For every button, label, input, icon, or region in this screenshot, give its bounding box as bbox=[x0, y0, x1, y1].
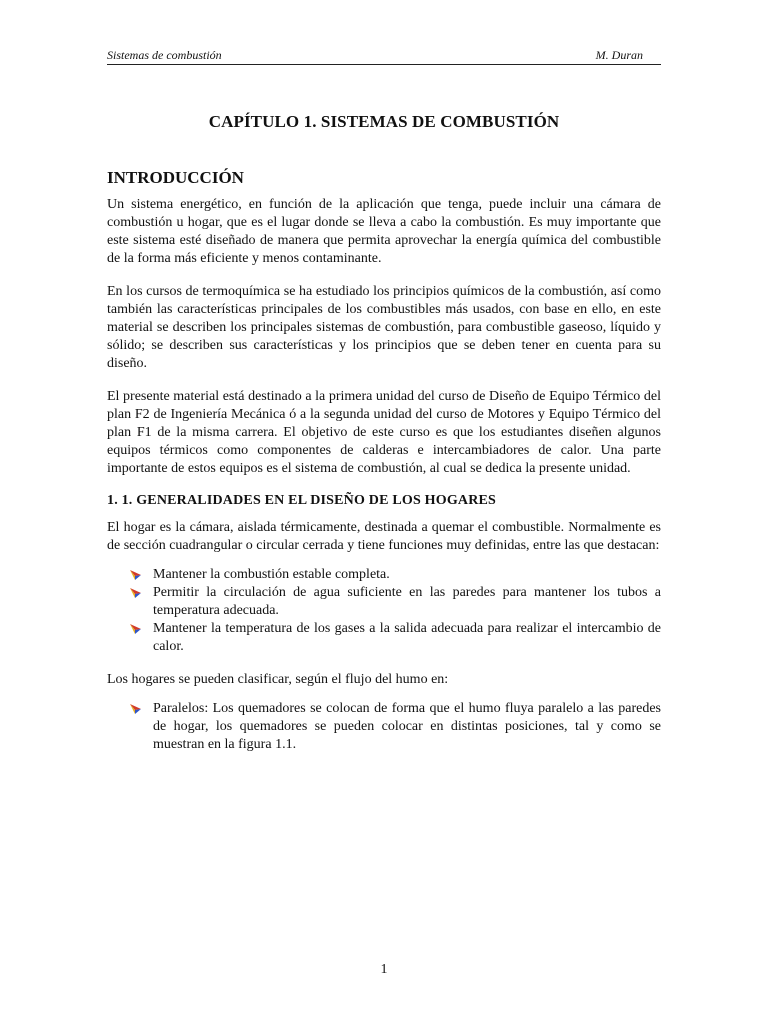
hogar-definition-paragraph: El hogar es la cámara, aislada térmicamente, destinada a quemar el combustible. Normalmente es de sección cuadrangular o circular cerrada y tiene funciones muy definidas, entre las que destacan: bbox=[107, 520, 661, 553]
list-item bbox=[129, 566, 661, 584]
intro-paragraph-1: Un sistema energético, en función de la aplicación que tenga, puede incluir una cámara de combustión u hogar, que es el lugar donde se lleva a cabo la combustión. Es muy importante que este sistema esté diseñado de manera que permita aprovechar la energía química del combustible de la forma más eficiente y menos contaminante. bbox=[107, 197, 661, 266]
intro-paragraph-2: En los cursos de termoquímica se ha estudiado los principios químicos de la combustión, así como también las características principales de los combustibles más usados, con base en ello, en este material se describen los principales sistemas de combustión, para combustible gaseoso, líquido y sólido; se describen sus características y los principios que se deben tener en cuenta para su diseño. bbox=[107, 284, 661, 371]
hogar-functions-list bbox=[129, 566, 661, 656]
page-content bbox=[107, 112, 661, 769]
page-header bbox=[107, 46, 661, 65]
section-heading-1-1: 1. 1. GENERALIDADES EN EL DISEÑO DE LOS HOGARES bbox=[107, 493, 497, 508]
header-doc-title: Sistemas de combustión bbox=[107, 48, 222, 62]
intro-paragraph-3: El presente material está destinado a la primera unidad del curso de Diseño de Equipo Térmico del plan F2 de Ingeniería Mecánica ó a la segunda unidad del curso de Motores y Equipo Térmico del plan F1 de la misma carrera. El objetivo de este curso es que los estudiantes diseñen algunos equipos térmicos como componentes de calderas e intercambiadores de calor. Una parte importante de estos equipos es el sistema de combustión, al cual se dedica la presente unidad. bbox=[107, 389, 661, 476]
list-item bbox=[129, 700, 661, 754]
chapter-title: CAPÍTULO 1. SISTEMAS DE COMBUSTIÓN bbox=[208, 112, 560, 131]
arrow-bullet-icon bbox=[129, 587, 142, 599]
list-item bbox=[129, 620, 661, 656]
intro-heading: INTRODUCCIÓN bbox=[107, 168, 244, 187]
list-item-text: Mantener la temperatura de los gases a la salida adecuada para realizar el intercambio de calor. bbox=[153, 621, 661, 654]
header-author: M. Duran bbox=[595, 48, 643, 62]
list-item-text: Permitir la circulación de agua suficiente en las paredes para mantener los tubos a temperatura adecuada. bbox=[153, 585, 661, 618]
page-number: 1 bbox=[380, 962, 388, 977]
list-item-text: Paralelos: Los quemadores se colocan de forma que el humo fluya paralelo a las paredes de hogar, los quemadores se pueden colocar en distintas posiciones, tal y como se muestran en la figura 1.1. bbox=[153, 701, 661, 752]
list-item bbox=[129, 584, 661, 620]
hogar-classification-list bbox=[129, 700, 661, 754]
classification-intro-paragraph: Los hogares se pueden clasificar, según el flujo del humo en: bbox=[107, 672, 449, 687]
arrow-bullet-icon bbox=[129, 569, 142, 581]
arrow-bullet-icon bbox=[129, 623, 142, 635]
list-item-text: Mantener la combustión estable completa. bbox=[153, 567, 390, 582]
arrow-bullet-icon bbox=[129, 703, 142, 715]
